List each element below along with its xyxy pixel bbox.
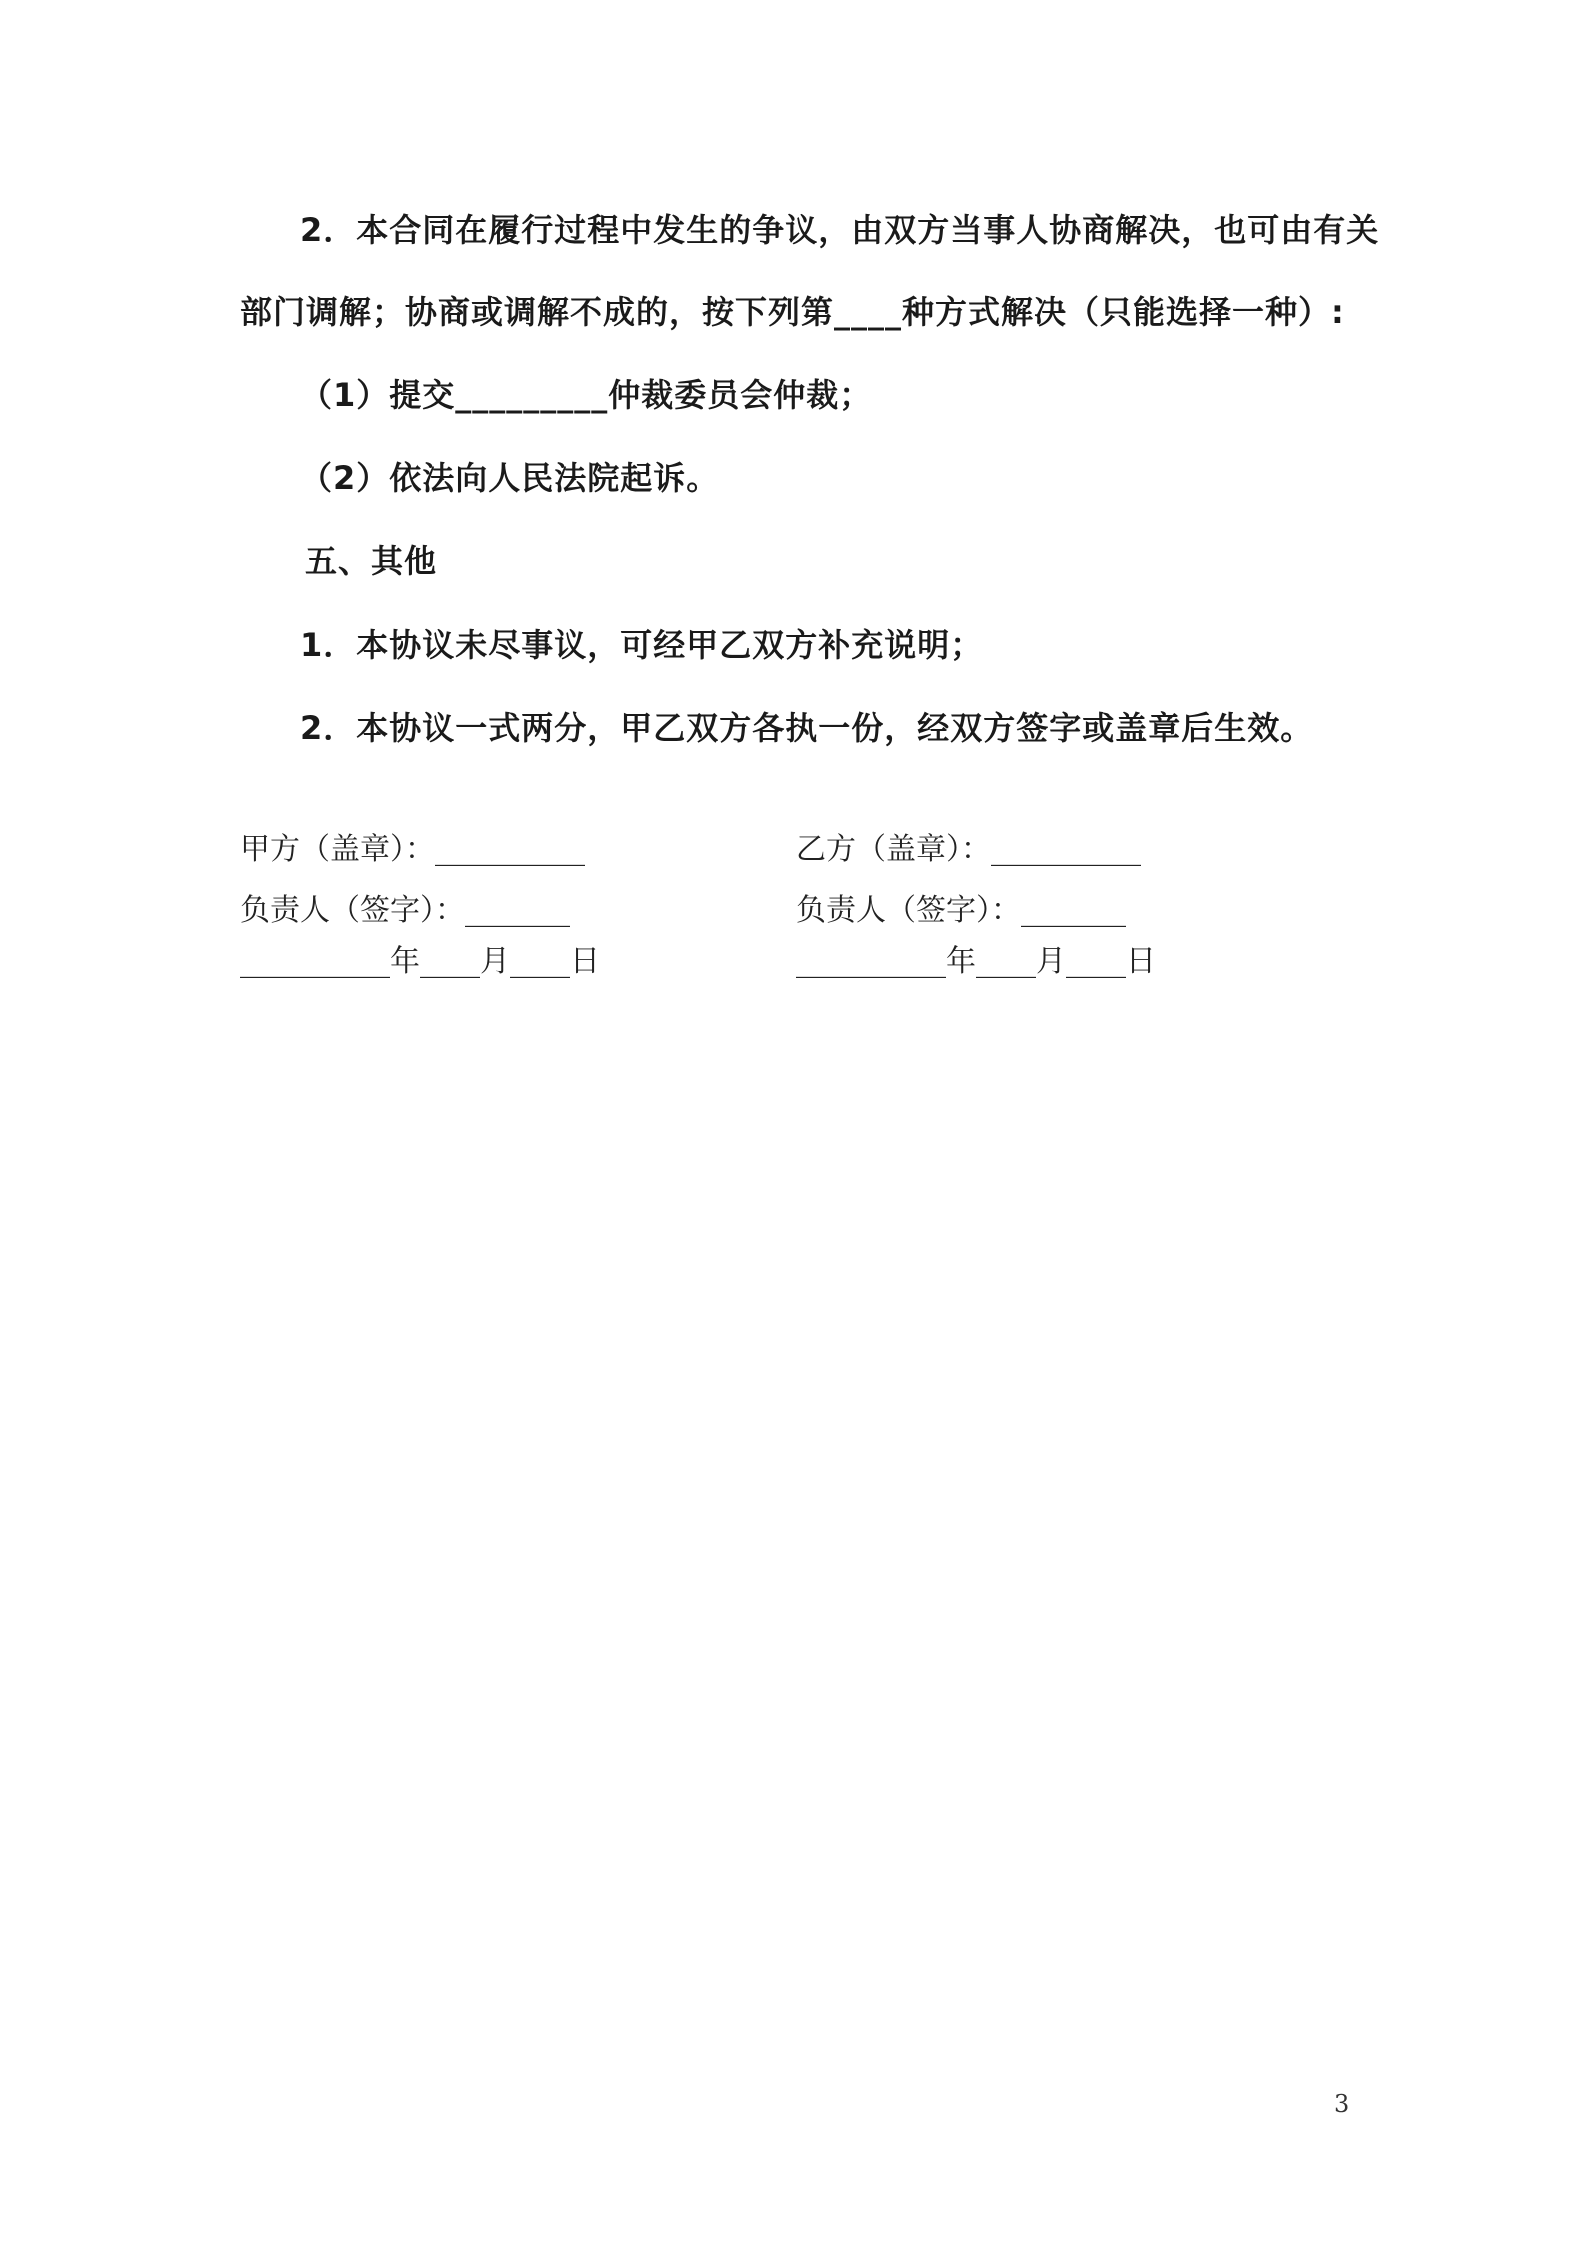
clause-2-dispute-line-2: 部门调解；协商或调解不成的，按下列第____种方式解决（只能选择一种）: (240, 293, 1345, 331)
party-a-sign-line: 负责人（签字）：_______ (240, 893, 570, 928)
party-a-seal-line: 甲方（盖章）：__________ (240, 832, 585, 867)
party-b-sign-line: 负责人（签字）：_______ (796, 893, 1126, 928)
page-number: 3 (1334, 2090, 1350, 2118)
other-clause-2: 2．本协议一式两分，甲乙双方各执一份，经双方签字或盖章后生效。 (300, 709, 1314, 747)
party-a-date-line: __________年____月____日 (240, 944, 600, 979)
option-2-litigation: （2）依法向人民法院起诉。 (300, 459, 720, 497)
clause-2-dispute-line-1: 2．本合同在履行过程中发生的争议，由双方当事人协商解决，也可由有关 (300, 211, 1380, 249)
party-b-date-line: __________年____月____日 (796, 944, 1156, 979)
option-1-arbitration: （1）提交_________仲裁委员会仲裁； (300, 376, 873, 414)
section-5-heading: 五、其他 (305, 542, 438, 580)
party-b-seal-line: 乙方（盖章）：__________ (796, 832, 1141, 867)
other-clause-1: 1．本协议未尽事议，可经甲乙双方补充说明； (300, 626, 984, 664)
